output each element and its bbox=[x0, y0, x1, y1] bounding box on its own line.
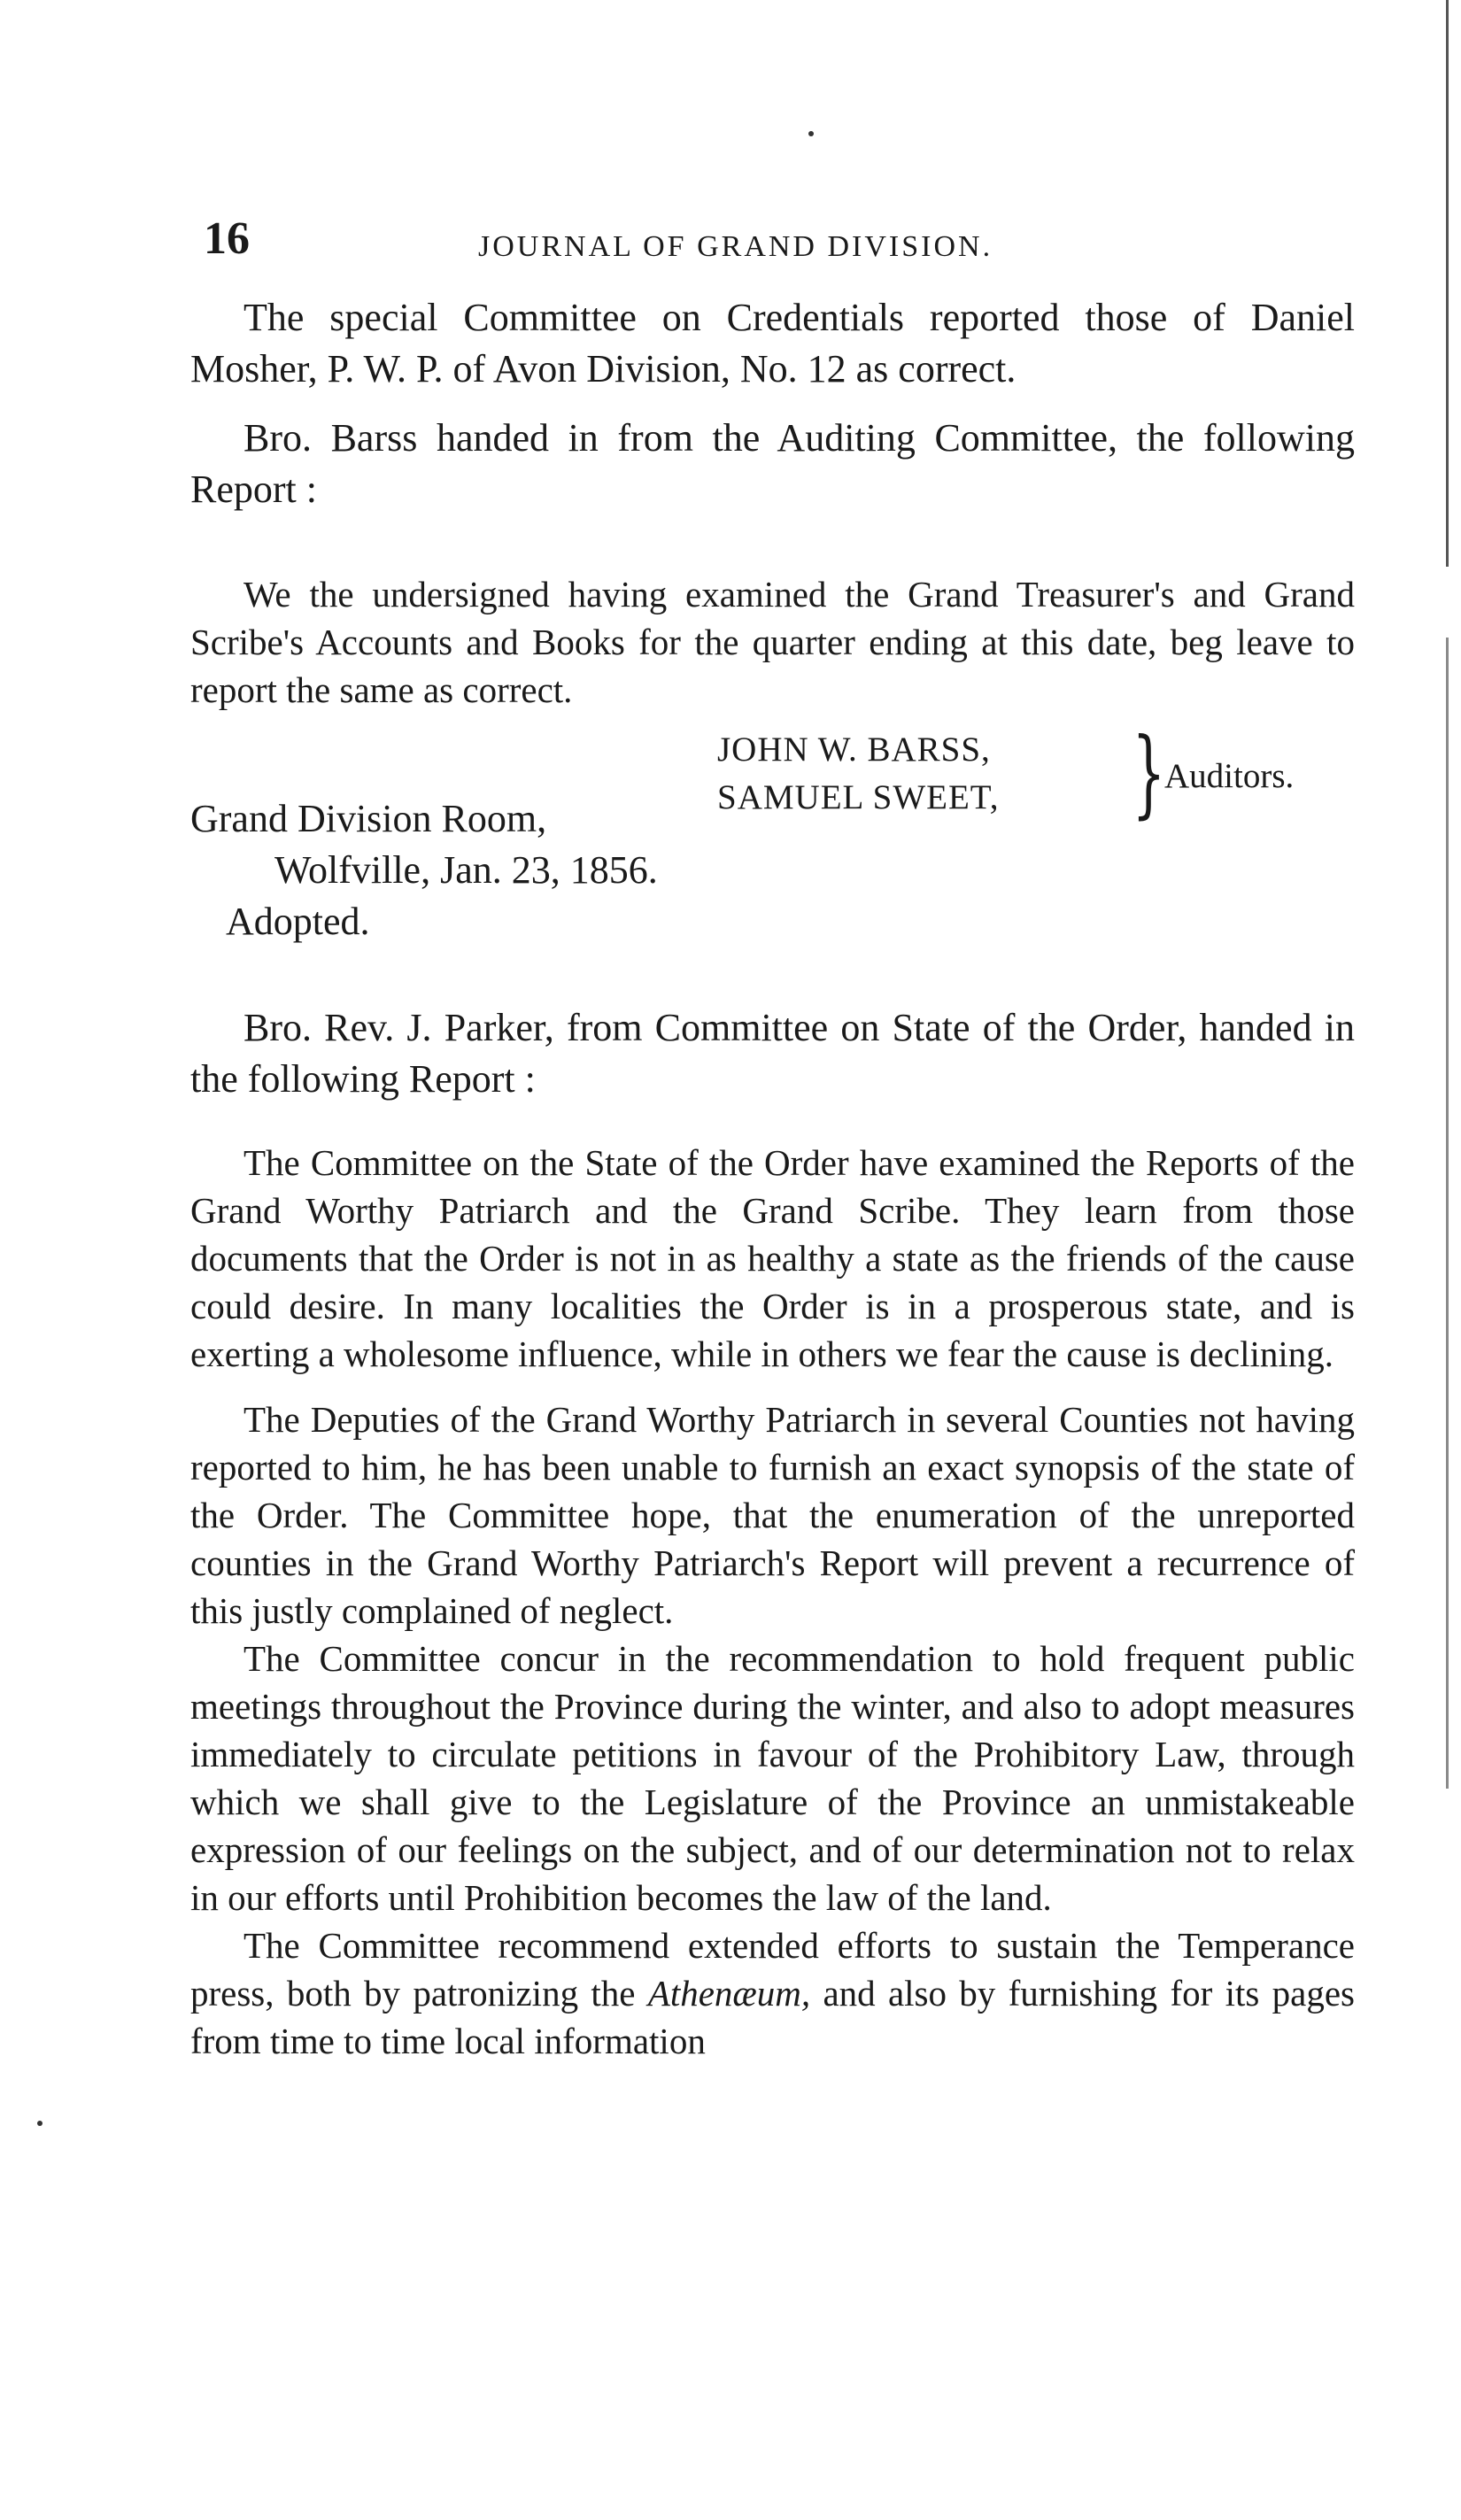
date-line: Wolfville, Jan. 23, 1856. bbox=[274, 848, 658, 892]
page-number: 16 bbox=[204, 213, 250, 264]
state-order-paragraph-4 bbox=[190, 1921, 1355, 2065]
paragraph-4-start: The Committee recommend extended efforts to sustain the Temperance press, both by patronizing the bbox=[190, 1925, 1355, 2014]
page-body bbox=[190, 292, 1355, 2065]
state-order-intro: Bro. Rev. J. Parker, from Committee on State of the Order, handed in the following Report : bbox=[190, 1006, 1355, 1101]
state-order-paragraph-2: The Deputies of the Grand Worthy Patriarch in several Counties not having reported to him, he has been unable to furnish an exact synopsis of the state of the Order. The Committee hope, that the enumeration of the unreported counties in the Grand Worthy Patriarch's Report will prevent a recurrence of this justly complained of neglect. bbox=[190, 1399, 1355, 1631]
print-speck bbox=[808, 131, 814, 136]
signer-role: Auditors. bbox=[1164, 757, 1295, 795]
credentials-paragraph: The special Committee on Credentials reported those of Daniel Mosher, P. W. P. of Avon Division, No. 12 as correct. bbox=[190, 296, 1355, 390]
page-header bbox=[204, 213, 1355, 283]
paragraph-4-end: and also by furnishing for its pages from time to time local information bbox=[190, 1973, 1355, 2061]
athenaeum-title: Athenæum, bbox=[647, 1973, 811, 2014]
signer-names bbox=[717, 726, 999, 822]
signer-1: JOHN W. BARSS, bbox=[717, 730, 991, 769]
state-order-paragraph-3: The Committee concur in the recommendation to hold frequent public meetings throughout the Province during the winter, and also to adopt measures immediately to circulate petitions in favour of the Prohibitory Law, through which we shall give to the Legislature of the Province an unmistakeable expression of our feelings on the subject, and of our determination not to relax in our efforts until Prohibition becomes the law of the land. bbox=[190, 1638, 1355, 1918]
page-edge-rule-lower bbox=[1446, 638, 1449, 1789]
page-edge-rule bbox=[1446, 0, 1449, 567]
auditing-report: We the undersigned having examined the Grand Treasurer's and Grand Scribe's Accounts and Books for the quarter ending at this date, beg leave to report the same as correct. bbox=[190, 574, 1355, 710]
signer-2: SAMUEL SWEET, bbox=[717, 778, 1000, 816]
running-head: JOURNAL OF GRAND DIVISION. bbox=[478, 230, 993, 263]
brace-symbol: } bbox=[1132, 718, 1166, 829]
signature-block bbox=[190, 718, 1355, 834]
state-order-paragraph-1: The Committee on the State of the Order have examined the Reports of the Grand Worthy Patriarch and the Grand Scribe. They learn from those documents that the Order is not in as healthy a state as the friends of the cause could desire. In many localities the Order is in a prosperous state, and is exerting a wholesome influence, while in others we fear the cause is declining. bbox=[190, 1142, 1355, 1374]
adopted-note: Adopted. bbox=[226, 900, 370, 943]
print-speck bbox=[37, 2121, 43, 2126]
place-line: Grand Division Room, bbox=[190, 797, 547, 840]
auditing-intro: Bro. Barss handed in from the Auditing Committee, the following Report : bbox=[190, 416, 1355, 511]
